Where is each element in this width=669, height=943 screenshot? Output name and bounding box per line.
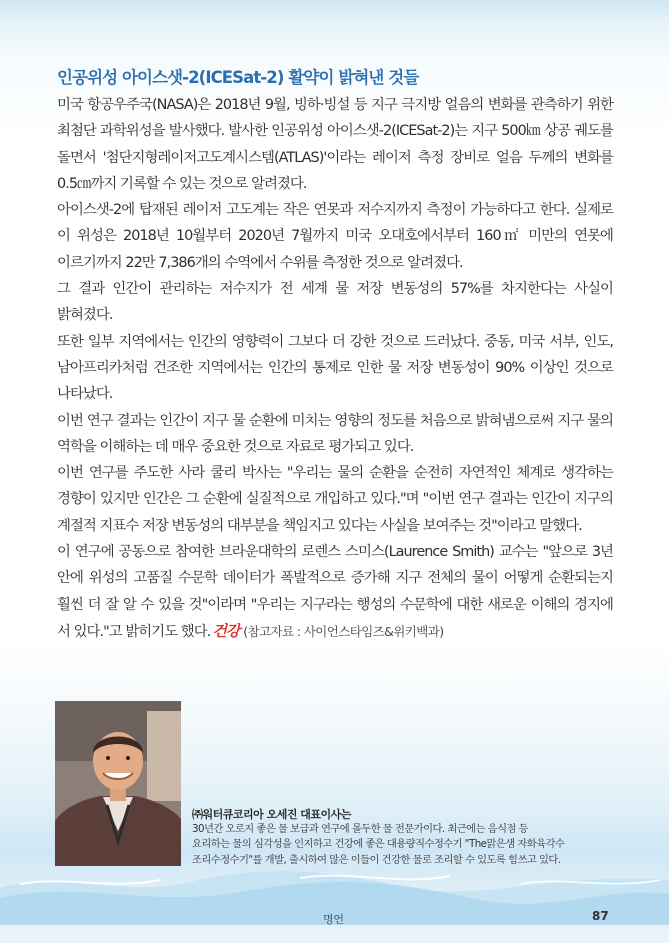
end-mark-logo: 건강 xyxy=(212,621,240,640)
paragraph: 그 결과 인간이 관리하는 저수지가 전 세계 물 저장 변동성의 57%를 차지한다는 사실이 밝혀졌다. xyxy=(57,281,613,324)
last-paragraph-text: 이 연구에 공동으로 참여한 브라운대학의 로렌스 스미스(Laurence Smith) 교수는 "앞으로 3년 안에 위성의 고품질 수문학 데이터가 폭발적으로 증가해 지구 전체의 물이 어떻게 순환되는지 훨씬 더 잘 알 수 있을 것"이라며 "우리는 지구라는 행성의 수문학에 대한 새로운 이해의 경지에 서 있다."고 밝히기도 했다. xyxy=(57,544,613,640)
paragraph: 이번 연구 결과는 인간이 지구 물 순환에 미치는 영향의 정도를 처음으로 밝혀냄으로써 지구 물의 역학을 이해하는 데 매우 중요한 것으로 자료로 평가되고 있다. xyxy=(57,412,613,455)
page-number: 87 xyxy=(592,909,609,923)
author-bio xyxy=(192,807,612,868)
paragraph: 미국 항공우주국(NASA)은 2018년 9월, 빙하·빙설 등 지구 극지방 얼음의 변화를 관측하기 위한 최첨단 과학위성을 발사했다. 발사한 인공위성 아이스샛-2(ICESat-2)는 지구 500㎞ 상공 궤도를 돌면서 '첨단지형레이저고도계시스템(ATLAS)'이라는 레이저 측정 장비로 얼음 두께의 변화를 0.5㎝까지 기록할 수 있는 것으로 알려졌다. xyxy=(57,97,613,192)
last-paragraph xyxy=(57,539,613,645)
bio-line: 30년간 오로지 좋은 물 보급과 연구에 몰두한 물 전문가이다. 최근에는 음식점 등 xyxy=(192,823,528,835)
magazine-name: 명언 xyxy=(323,913,344,926)
reference-note: (참고자료 : 사이언스타임즈&위키백과) xyxy=(243,623,444,639)
author-photo xyxy=(55,701,181,866)
author-name: ㈜워터큐코리아 오세진 대표이사는 xyxy=(192,808,351,821)
paragraph: 또한 일부 지역에서는 인간의 영향력이 그보다 더 강한 것으로 드러났다. 중동, 미국 서부, 인도, 남아프리카처럼 건조한 지역에서는 인간의 통제로 인한 물 저장 변동성이 90% 이상인 것으로 나타났다. xyxy=(57,333,613,403)
bio-line: 조리수정수기"를 개발, 출시하여 많은 이들이 건강한 물로 조리할 수 있도록 힘쓰고 있다. xyxy=(192,853,561,866)
article-body xyxy=(57,92,613,645)
article-title: 인공위성 아이스샛-2(ICESat-2) 활약이 밝혀낸 것들 xyxy=(57,68,419,87)
paragraph: 이번 연구를 주도한 사라 쿨리 박사는 "우리는 물의 순환을 순전히 자연적인 체계로 생각하는 경향이 있지만 인간은 그 순환에 실질적으로 개입하고 있다."며 "이번 연구 결과는 인간이 지구의 계절적 지표수 저장 변동성의 대부분을 책임지고 있다는 사실을 보여주는 것"이라고 말했다. xyxy=(57,465,613,534)
paragraph: 아이스샛-2에 탑재된 레이저 고도계는 작은 연못과 저수지까지 측정이 가능하다고 한다. 실제로 이 위성은 2018년 10월부터 2020년 7월까지 미국 오대호에서부터 160㎡ 미만의 연못에 이르기까지 22만 7,386개의 수역에서 수위를 측정한 것으로 알려졌다. xyxy=(57,202,613,271)
bio-line: 요리하는 물의 심각성을 인지하고 건강에 좋은 대용량직수정수기 "The맑은샘 자화육각수 xyxy=(192,838,565,851)
